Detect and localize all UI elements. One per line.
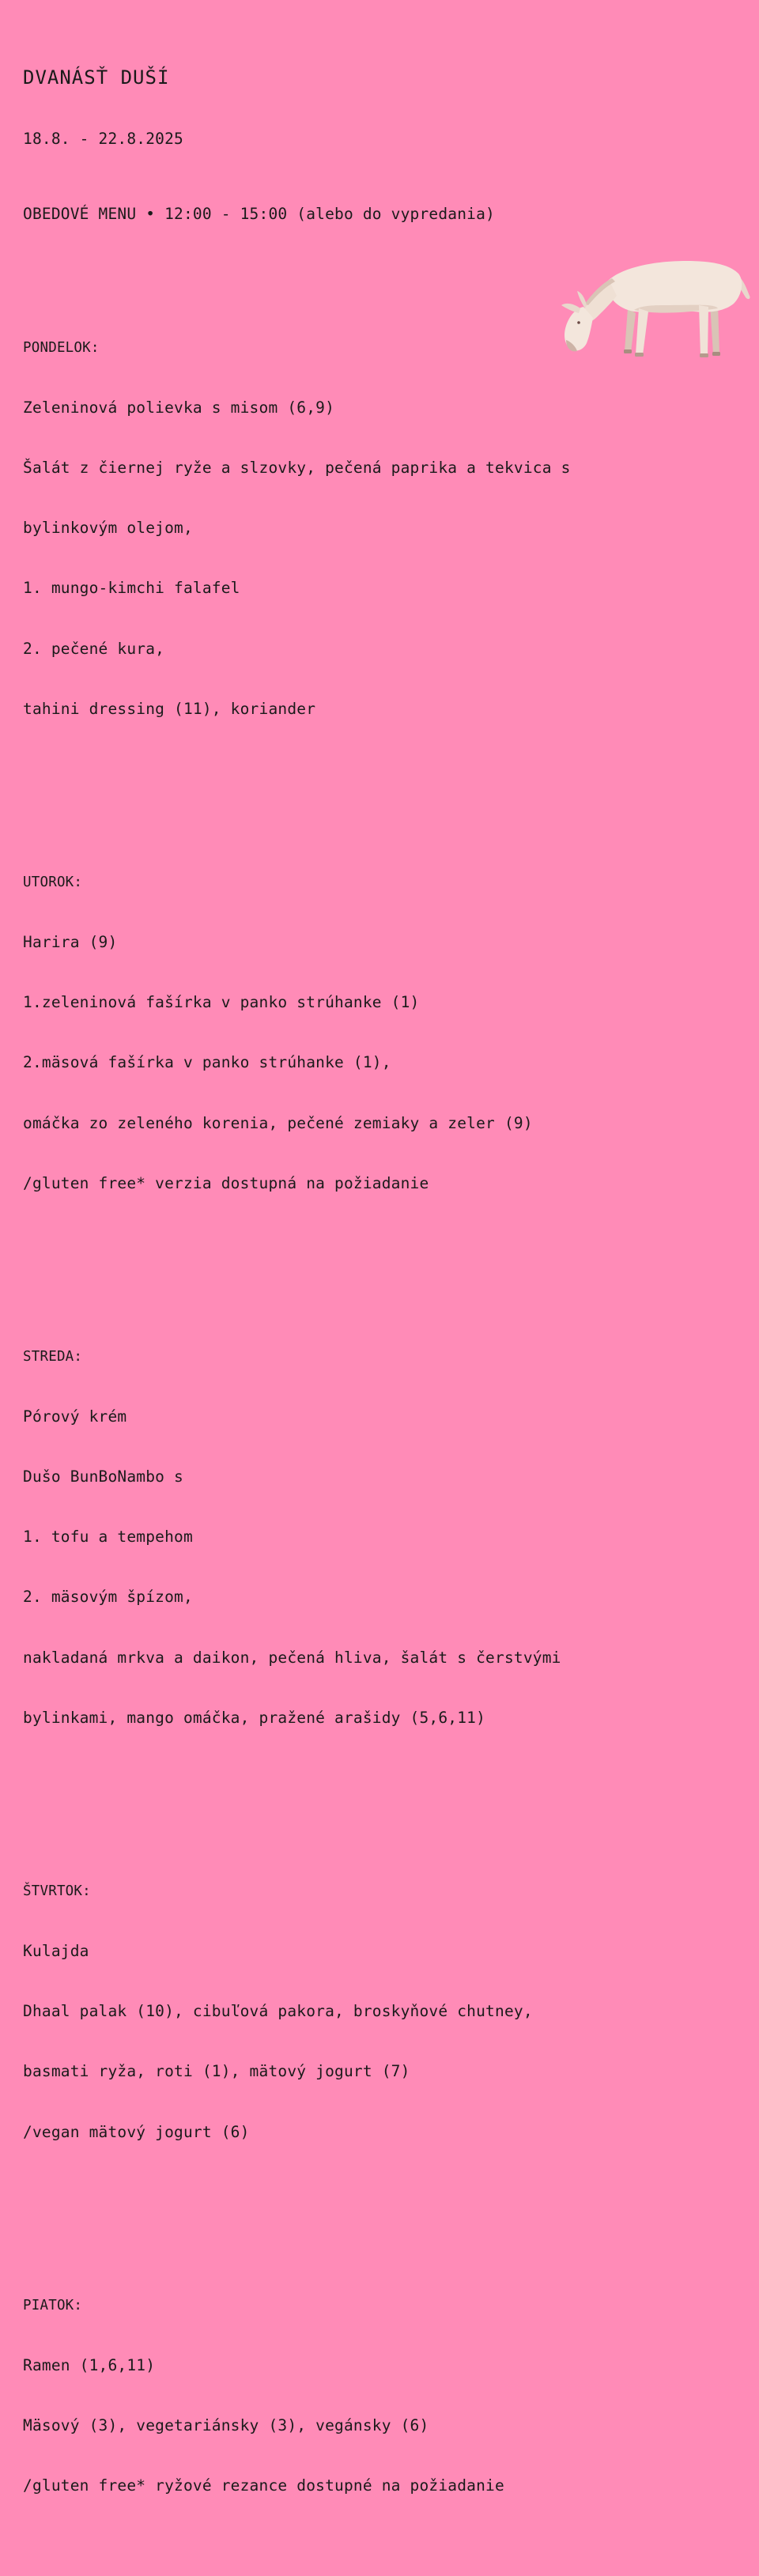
menu-line: Dhaal palak (10), cibuľová pakora, broskyňové chutney,: [23, 2002, 533, 2021]
menu-line: 2. mäsovým špízom,: [23, 1588, 193, 1607]
day-section-monday: [23, 299, 734, 759]
page-title: DVANÁSŤ DUŠÍ: [23, 66, 170, 89]
day-heading: PONDELOK:: [23, 339, 100, 356]
menu-line: Kulajda: [23, 1941, 89, 1960]
menu-line: Mäsový (3), vegetariánsky (3), vegánsky (6): [23, 2415, 429, 2434]
day-heading: UTOROK:: [23, 874, 83, 891]
menu-line: bylinkami, mango omáčka, pražené arašidy (5,6,11): [23, 1708, 486, 1727]
menu-line: Harira (9): [23, 932, 118, 951]
menu-line: 2.mäsová fašírka v panko strúhanke (1),: [23, 1053, 391, 1072]
day-section-friday: [23, 2257, 734, 2536]
day-section-thursday: [23, 1842, 734, 2182]
donkey-icon: [560, 247, 754, 362]
menu-text: [23, 25, 734, 2576]
menu-line: basmati ryža, roti (1), mätový jogurt (7): [23, 2062, 410, 2081]
day-heading: STREDA:: [23, 1348, 83, 1365]
menu-hours: OBEDOVÉ MENU • 12:00 - 15:00 (alebo do vypredania): [23, 205, 495, 224]
menu-line: 1.zeleninová fašírka v panko strúhanke (1): [23, 993, 420, 1012]
menu-line: /gluten free* verzia dostupná na požiadanie: [23, 1173, 429, 1192]
day-section-tuesday: [23, 833, 734, 1233]
menu-line: /gluten free* ryžové rezance dostupné na požiadanie: [23, 2476, 504, 2495]
day-heading: PIATOK:: [23, 2297, 83, 2313]
menu-line: 1. tofu a tempehom: [23, 1528, 193, 1547]
menu-line: tahini dressing (11), koriander: [23, 699, 316, 718]
menu-line: Zeleninová polievka s misom (6,9): [23, 398, 335, 417]
menu-line: bylinkovým olejom,: [23, 519, 193, 538]
menu-line: /vegan mätový jogurt (6): [23, 2122, 250, 2141]
menu-line: Ramen (1,6,11): [23, 2355, 156, 2374]
day-section-wednesday: [23, 1308, 734, 1768]
day-heading: ŠTVRTOK:: [23, 1883, 91, 1900]
menu-line: 2. pečené kura,: [23, 639, 165, 658]
menu-line: Pórový krém: [23, 1407, 127, 1426]
menu-line: 1. mungo-kimchi falafel: [23, 579, 240, 598]
date-range: 18.8. - 22.8.2025: [23, 129, 183, 148]
menu-line: Dušo BunBoNambo s: [23, 1467, 183, 1486]
menu-line: omáčka zo zeleného korenia, pečené zemiaky a zeler (9): [23, 1113, 533, 1132]
menu-line: Šalát z čiernej ryže a slzovky, pečená paprika a tekvica s: [23, 458, 571, 477]
menu-line: nakladaná mrkva a daikon, pečená hliva, šalát s čerstvými: [23, 1648, 561, 1667]
